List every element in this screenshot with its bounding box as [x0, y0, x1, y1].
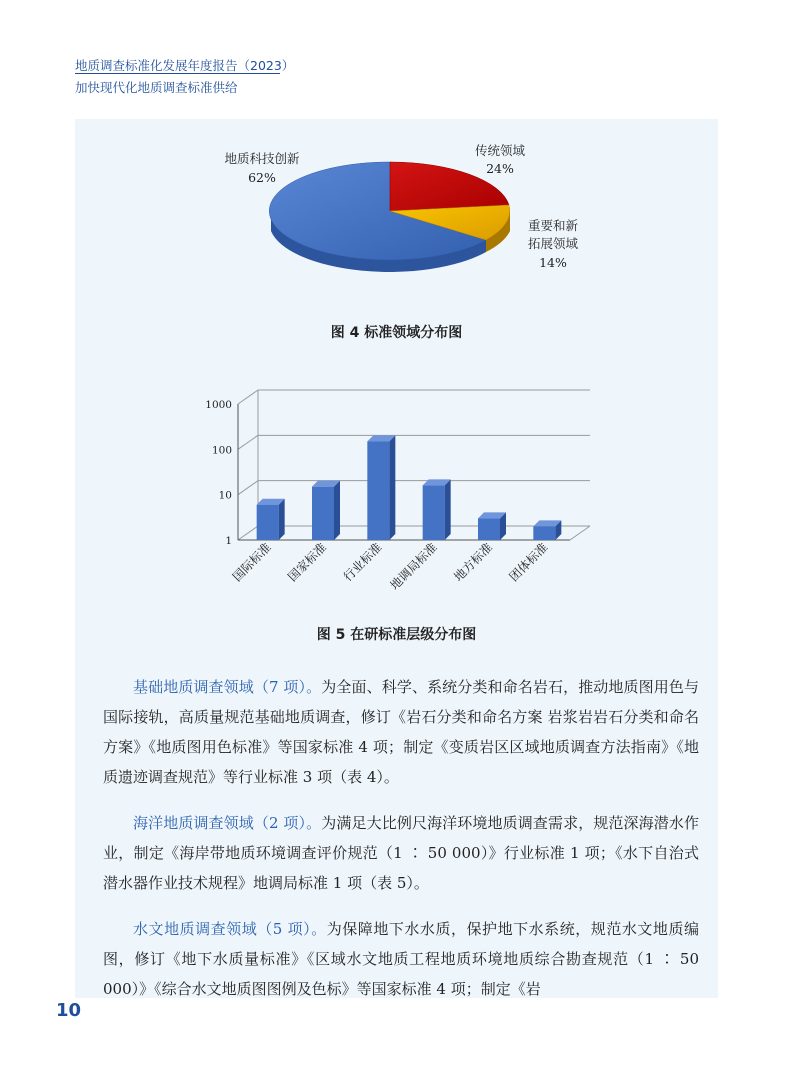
pie-chart	[75, 119, 718, 319]
pie-pct-chuantong: 24%	[486, 161, 514, 176]
bar	[423, 485, 445, 540]
x-tick-label: 国际标准	[229, 540, 274, 585]
y-tick-label: 1000	[205, 399, 232, 411]
paragraph-body: 为保障地下水水质，保护地下水系统，规范水文地质编图，修订《地下水质量标准》《区域水文地质工程地质环境地质综合勘查规范（1 ∶ 50 000）》《综合水文地质图图例及色标》等国家标准 4 项；制定《岩	[103, 920, 699, 998]
bar	[312, 487, 334, 540]
pie-label-keji: 地质科技创新	[224, 151, 300, 166]
running-header-subtitle: 加快现代化地质调查标准供给	[75, 80, 238, 95]
bar	[533, 526, 555, 540]
bar-side	[279, 499, 285, 540]
bar	[367, 441, 389, 540]
y-tick-label: 100	[211, 444, 232, 457]
figure4-caption: 图 4 标准领域分布图	[330, 325, 463, 341]
figure5-caption: 图 5 在研标准层级分布图	[316, 627, 477, 643]
bar	[257, 505, 279, 540]
x-tick-label: 地方标准	[451, 540, 496, 585]
paragraph-basic-geology	[103, 672, 699, 792]
gridline-side	[238, 390, 258, 404]
running-header-title: 地质调查标准化发展年度报告（2023）	[75, 58, 295, 73]
paragraph-heading: 基础地质调查领域（7 项）。	[133, 678, 322, 696]
bar-side	[445, 479, 451, 540]
paragraph-hydro-geology	[103, 914, 699, 1004]
x-tick-label: 行业标准	[340, 540, 385, 585]
pie-pct-keji: 62%	[248, 170, 276, 185]
bar-side	[389, 435, 395, 540]
x-tick-label: 团体标准	[506, 540, 551, 585]
page-number: 10	[56, 1000, 82, 1021]
pie-label-zhongyao-2: 拓展领域	[527, 236, 579, 251]
floor-edge	[570, 526, 590, 540]
x-tick-label: 地调局标准	[387, 540, 440, 593]
bar-side	[334, 481, 340, 540]
paragraph-marine-geology	[103, 808, 699, 898]
bar-chart	[75, 374, 718, 634]
gridline-side	[238, 526, 258, 540]
pie-label-chuantong: 传统领域	[474, 143, 526, 158]
y-tick-label: 1	[225, 535, 232, 547]
pie-pct-zhongyao: 14%	[539, 255, 567, 270]
gridline-side	[238, 481, 258, 495]
body-text	[103, 672, 699, 1004]
y-tick-label: 10	[218, 489, 232, 502]
x-tick-label: 国家标准	[285, 540, 330, 585]
paragraph-heading: 水文地质调查领域（5 项）。	[133, 920, 327, 938]
content-panel	[75, 119, 718, 998]
paragraph-body: 为全面、科学、系统分类和命名岩石，推动地质图用色与国际接轨，高质量规范基础地质调查，修订《岩石分类和命名方案 岩浆岩岩石分类和命名方案》《地质图用色标准》等国家标准 4 项；制定《变质岩区区域地质调查方法指南》《地质遗迹调查规范》等行业标准 3 项（表 4）。	[103, 678, 699, 786]
paragraph-body: 为满足大比例尺海洋环境地质调查需求，规范深海潜水作业，制定《海岸带地质环境调查评价规范（1 ∶ 50 000）》行业标准 1 项；《水下自治式潜水器作业技术规程》地调局标准 1 项（表 5）。	[103, 814, 699, 892]
header-divider	[75, 73, 280, 74]
paragraph-heading: 海洋地质调查领域（2 项）。	[133, 814, 322, 832]
pie-label-zhongyao-1: 重要和新	[527, 218, 579, 233]
bar	[478, 518, 500, 540]
gridline-side	[238, 435, 258, 449]
